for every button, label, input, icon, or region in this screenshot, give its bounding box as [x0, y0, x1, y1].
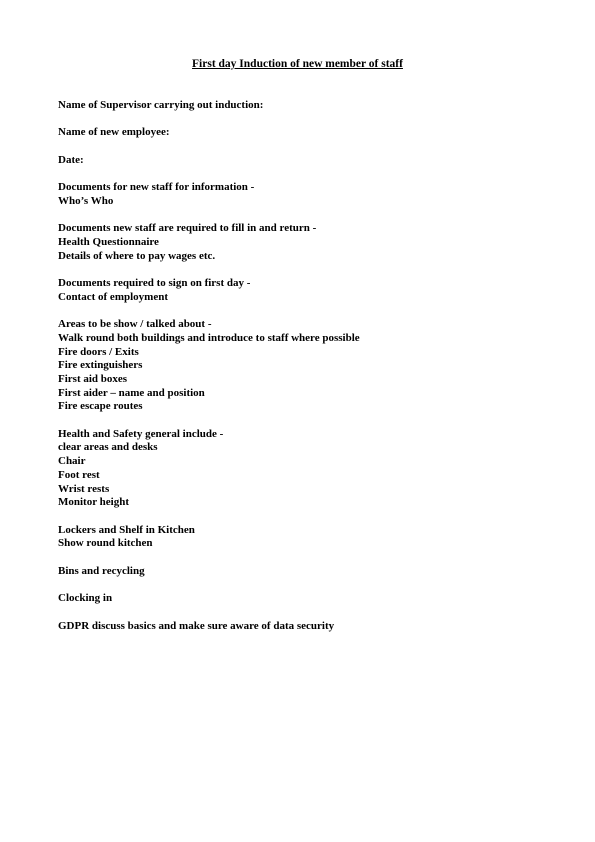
section-item: First aider – name and position	[58, 386, 205, 399]
section-item: Fire extinguishers	[58, 359, 143, 372]
spacer	[58, 140, 558, 154]
section-gdpr	[58, 620, 558, 634]
supervisor-name-label: Name of Supervisor carrying out induction:	[58, 99, 264, 111]
spacer	[58, 578, 558, 592]
section-heading: Clocking in	[58, 592, 113, 605]
section-item: Show round kitchen	[58, 537, 153, 550]
spacer	[58, 606, 558, 620]
section-bins-and-recycling	[58, 565, 558, 579]
date-label: Date:	[58, 153, 84, 166]
section-documents-to-sign	[58, 277, 558, 304]
section-item: Fire doors / Exits	[58, 345, 139, 358]
employee-name-label: Name of new employee:	[58, 126, 170, 139]
spacer	[58, 167, 558, 181]
section-heading: Documents new staff are required to fill in and return -	[58, 222, 317, 235]
section-clocking-in	[58, 592, 558, 606]
section-heading: Bins and recycling	[58, 564, 145, 577]
spacer	[58, 304, 558, 318]
section-item: Health Questionnaire	[58, 235, 159, 248]
document-title: First day Induction of new member of staff	[192, 58, 403, 70]
spacer	[58, 113, 558, 127]
section-item: First aid boxes	[58, 372, 128, 385]
section-documents-to-return	[58, 222, 558, 263]
section-areas-to-show	[58, 318, 558, 414]
section-item: Details of where to pay wages etc.	[58, 249, 216, 262]
section-heading: Documents for new staff for information -	[58, 181, 255, 194]
spacer	[58, 551, 558, 565]
section-documents-for-information	[58, 181, 558, 208]
section-heading: GDPR discuss basics and make sure aware of data security	[58, 619, 335, 632]
spacer	[58, 414, 558, 428]
section-item: Chair	[58, 455, 86, 468]
section-item: Foot rest	[58, 468, 100, 481]
section-item: Wrist rests	[58, 482, 110, 495]
section-item: clear areas and desks	[58, 441, 158, 454]
section-heading: Documents required to sign on first day -	[58, 277, 251, 290]
section-item: Monitor height	[58, 496, 129, 509]
section-lockers-and-kitchen	[58, 524, 558, 551]
section-heading: Lockers and Shelf in Kitchen	[58, 523, 195, 536]
document-body	[58, 99, 558, 633]
section-item: Who’s Who	[58, 194, 114, 207]
section-heading: Health and Safety general include -	[58, 427, 224, 440]
spacer	[58, 209, 558, 223]
spacer	[58, 263, 558, 277]
section-heading: Areas to be show / talked about -	[58, 318, 212, 331]
section-item: Walk round both buildings and introduce to staff where possible	[58, 331, 360, 344]
section-item: Fire escape routes	[58, 400, 143, 413]
section-health-and-safety	[58, 428, 558, 510]
spacer	[58, 510, 558, 524]
section-item: Contact of employment	[58, 290, 168, 303]
